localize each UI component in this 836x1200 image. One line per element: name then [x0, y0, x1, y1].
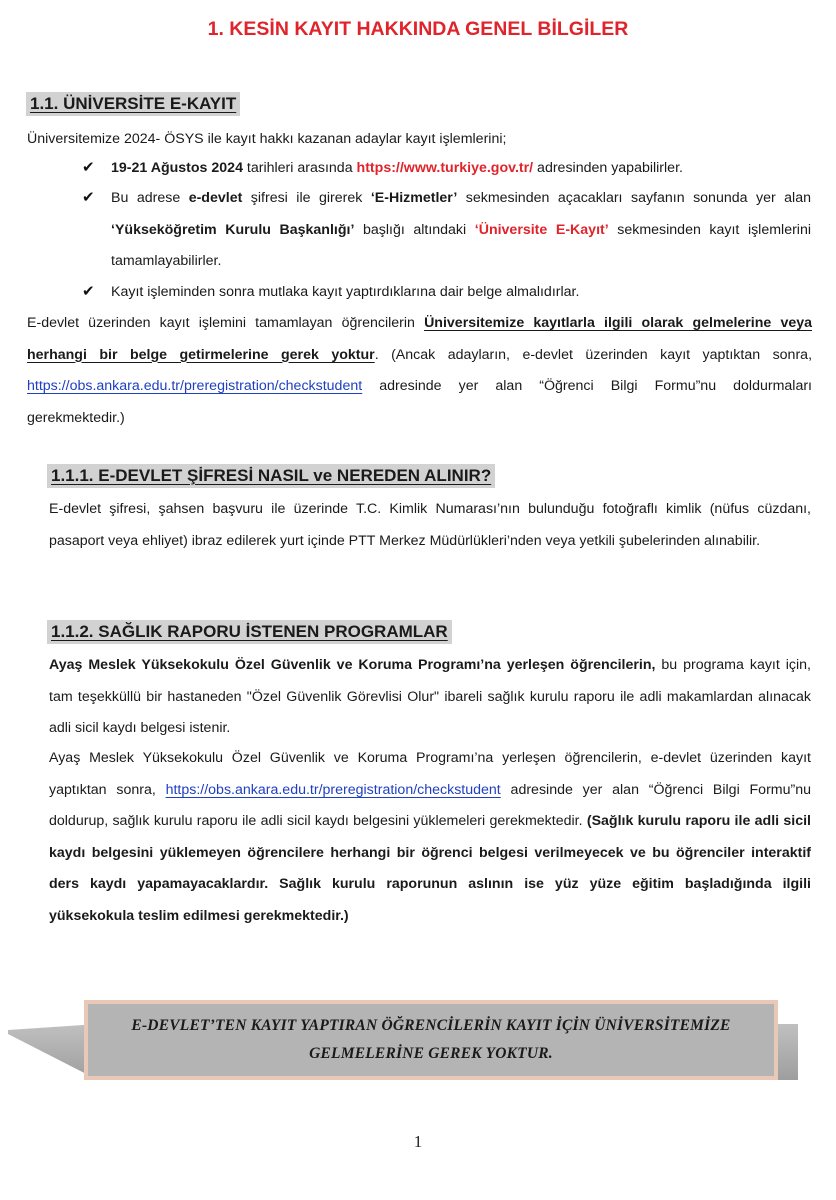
- health-report-paragraph-2: [49, 743, 811, 932]
- section-heading-1-1-2: 1.1.2. SAĞLIK RAPORU İSTENEN PROGRAMLAR: [47, 620, 452, 644]
- ayas-program-bold: Ayaş Meslek Yüksekokulu Özel Güvenlik ve Koruma Programı’na yerleşen öğrencilerin,: [49, 657, 656, 673]
- section-heading-1-1-1: 1.1.1. E-DEVLET ŞİFRESİ NASIL ve NEREDEN ALINIR?: [47, 464, 495, 488]
- bullet1-date: 19-21 Ağustos 2024: [111, 160, 243, 176]
- banner-line-1: E-DEVLET’TEN KAYIT YAPTIRAN ÖĞRENCİLERİN KAYIT İÇİN ÜNİVERSİTEMİZE: [131, 1017, 731, 1034]
- bullet-item-3: Kayıt işleminden sonra mutlaka kayıt yaptırdıklarına dair belge almalıdırlar.: [111, 284, 580, 300]
- edevlet-text-1: E-devlet üzerinden kayıt işlemini tamamlayan öğrencilerin: [27, 315, 425, 331]
- edevlet-text-2: . (Ancak adayların, e-devlet üzerinden kayıt yaptıktan sonra,: [374, 346, 813, 363]
- bullet2-text-1: Bu adrese: [111, 190, 189, 206]
- edevlet-text-3: adresinde yer alan “Öğrenci Bilgi Formu”nu doldurmaları gerekmektedir.): [27, 378, 812, 426]
- bullet2-text-4: başlığı altındaki: [354, 221, 475, 238]
- obs-link-2[interactable]: https://obs.ankara.edu.tr/preregistration/checkstudent: [165, 781, 501, 798]
- page-number: 1: [413, 1132, 423, 1151]
- health-report-p2-text-1: Ayaş Meslek Yüksekokulu Özel Güvenlik ve Koruma Programı’na yerleşen öğrencilerin, e-devlet üzerinden kayıt yaptıktan sonra,: [49, 750, 811, 798]
- edevlet-paragraph: [27, 308, 812, 434]
- bullet2-yok: ‘Yükseköğretim Kurulu Başkanlığı’: [111, 221, 355, 238]
- bullet-item-1: [111, 153, 811, 185]
- turkiye-gov-url: https://www.turkiye.gov.tr/: [356, 160, 534, 176]
- health-report-paragraph-1: [49, 650, 811, 745]
- section-heading-1-1: 1.1. ÜNİVERSİTE E-KAYIT: [26, 92, 240, 116]
- bullet2-ehizmetler: ‘E-Hizmetler’: [370, 190, 458, 206]
- check-mark-icon: ✔: [82, 189, 95, 206]
- health-report-text: bu programa kayıt için, tam teşekküllü bir hastaneden "Özel Güvenlik Görevlisi Olur" ibareli sağlık kurulu raporu ile adli makamlardan alınacak adli sicil kaydı belgesi istenir.: [49, 657, 812, 736]
- edevlet-password-paragraph: E-devlet şifresi, şahsen başvuru ile üzerinde T.C. Kimlik Numarası’nın bulunduğu fotoğraflı kimlik (nüfus cüzdanı, pasaport veya ehliyet) ibraz edilerek yurt içinde PTT Merkez Müdürlükleri’nden veya yetkili şubelerinden alınabilir.: [49, 501, 811, 549]
- bullet-item-2: [111, 183, 811, 278]
- obs-link[interactable]: https://obs.ankara.edu.tr/preregistration/checkstudent: [27, 378, 363, 394]
- bullet2-text-5: sekmesinden kayıt işlemlerini tamamlayabilirler.: [111, 221, 812, 269]
- health-report-warning-bold: (Sağlık kurulu raporu ile adli sicil kaydı belgesini yüklemeyen öğrencilere herhangi bir öğrenci belgesi verilmeyecek ve bu öğrenciler interaktif ders kaydı yapamayacaklardır. Sağlık kurulu raporunun aslının ise yüz yüze eğitim başladığında ilgili yüksekokula teslim edilmesi gerekmektedir.): [49, 813, 811, 924]
- intro-paragraph: Üniversitemize 2024- ÖSYS ile kayıt hakkı kazanan adaylar kayıt işlemlerini;: [27, 131, 507, 147]
- health-report-p2-text-2: adresinde yer alan “Öğrenci Bilgi Formu”nu doldurup, sağlık kurulu raporu ile adli sicil kaydı belgesini yüklemeleri gerekmektedir.: [49, 781, 812, 829]
- banner-line-2: GELMELERİNE GEREK YOKTUR.: [309, 1045, 553, 1062]
- bullet1-text-2: adresinden yapabilirler.: [533, 160, 683, 176]
- bullet1-text-1: tarihleri arasında: [242, 160, 357, 176]
- bullet2-edevlet: e-devlet: [188, 190, 243, 206]
- main-title: 1. KESİN KAYIT HAKKINDA GENEL BİLGİLER: [207, 18, 629, 40]
- bullet2-ekayit: ‘Üniversite E-Kayıt’: [474, 221, 609, 238]
- bullet2-text-3: sekmesinden açacakları sayfanın sonunda yer alan: [457, 190, 811, 206]
- edevlet-no-need-text: Üniversitemize kayıtlarla ilgili olarak gelmelerine veya herhangi bir belge getirmelerine gerek yoktur: [27, 315, 813, 363]
- bullet2-text-2: şifresi ile girerek: [242, 190, 371, 206]
- check-mark-icon: ✔: [82, 283, 95, 300]
- notice-banner: [84, 1000, 778, 1080]
- check-mark-icon: ✔: [82, 159, 95, 176]
